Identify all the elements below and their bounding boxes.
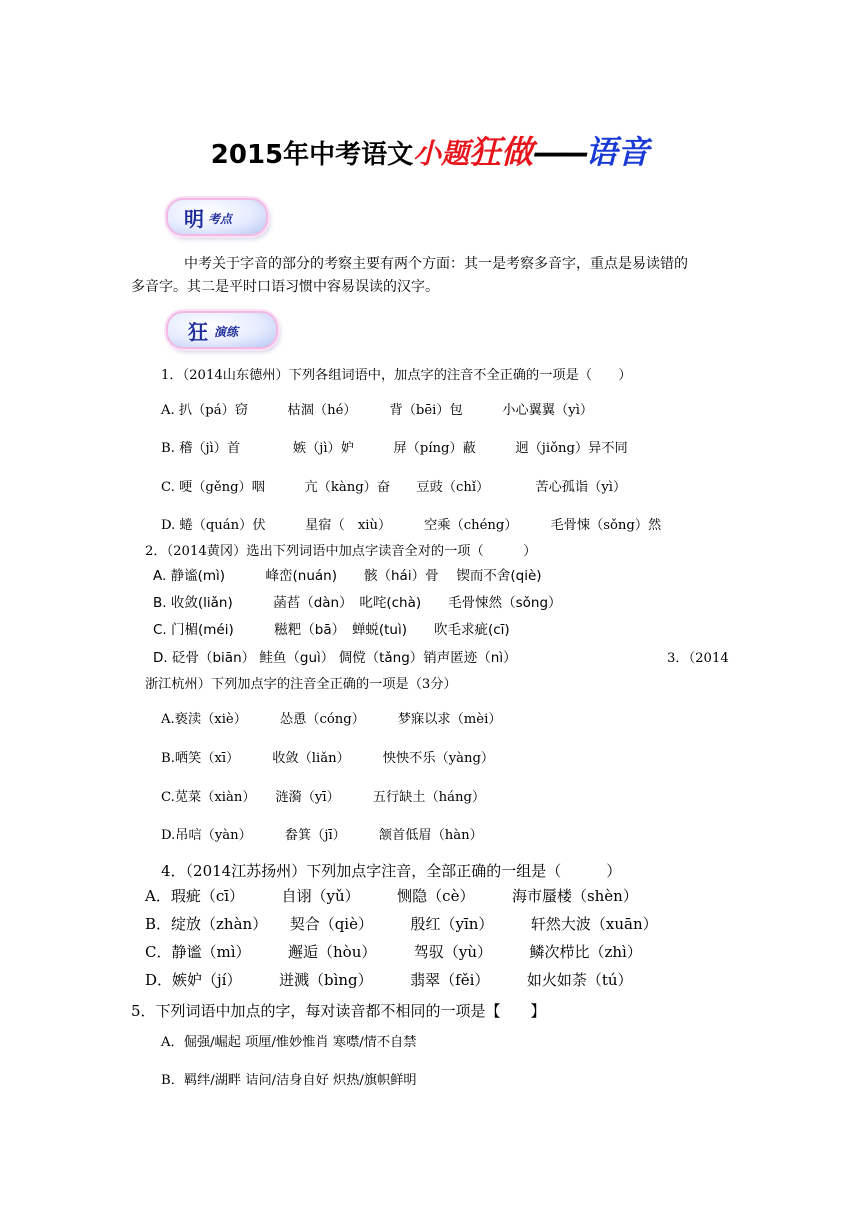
title-yuyin: 语音: [585, 133, 650, 171]
question-5-option-b: B．羁绊/湖畔 诘问/洁身自好 炽热/旗帜鲜明: [161, 1073, 417, 1088]
title-xiaoti: 小题: [413, 137, 470, 170]
question-3-option-d: D.吊唁（yàn） 畚箕（jī） 颔首低眉（hàn）: [161, 828, 483, 843]
question-5-stem: 5．下列词语中加点的字，每对读音都不相同的一项是【 】: [131, 1002, 546, 1020]
title-year-subject: 2015年中考语文: [210, 140, 414, 170]
intro-line-1: 中考关于字音的部分的考察主要有两个方面：其一是考察多音字，重点是易读错的: [184, 256, 688, 272]
question-2-option-b: B. 收敛(liǎn) 菡萏（dàn） 叱咤(chà) 毛骨悚然（sǒng）: [153, 595, 562, 611]
question-1-option-d: D. 蜷（quán）伏 星宿（ xiù） 空乘（chéng） 毛骨悚（sǒng）然: [161, 518, 662, 533]
section-badge-mingkaodian: [166, 198, 268, 236]
question-1-option-a: A. 扒（pá）窃 枯涸（hé） 背（bēi）包 小心翼翼（yì）: [161, 403, 594, 418]
question-4-stem: 4．（2014江苏扬州）下列加点字注音，全部正确的一组是（ ）: [161, 862, 622, 880]
question-2-option-a: A. 静谧(mì) 峰峦(nuán) 骸（hái）骨 锲而不舍(qiè): [153, 568, 542, 584]
question-3-option-c: C.苋菜（xiàn） 涟漪（yī） 五行缺土（háng）: [161, 790, 486, 805]
question-2-option-d: D. 砭骨（biān） 鲑鱼（guì） 倜傥（tǎng）销声匿迹（nì）: [153, 650, 517, 666]
badge-big-char: 狂: [188, 320, 208, 344]
question-3-option-b: B.哂笑（xī） 收敛（liǎn） 怏怏不乐（yàng）: [161, 751, 495, 766]
page-title: [0, 130, 860, 180]
question-4-option-b: B．绽放（zhàn） 契合（qiè） 殷红（yīn） 轩然大波（xuān）: [145, 915, 658, 933]
title-kuangzuo: 狂做: [469, 133, 534, 171]
intro-line-2: 多音字。其二是平时口语习惯中容易误读的汉字。: [131, 279, 439, 295]
badge-small-text: 演练: [214, 325, 239, 339]
question-4-option-d: D．嫉妒（jí） 迸溅（bìng） 翡翠（fěi） 如火如荼（tú）: [145, 971, 633, 989]
question-3-option-a: A.亵渎（xiè） 怂恿（cóng） 梦寐以求（mèi）: [161, 712, 502, 727]
badge-big-char: 明: [184, 207, 204, 231]
question-3-number: 3．（2014: [667, 651, 729, 666]
question-5-option-a: A．倔强/崛起 项厘/惟妙惟肖 寒噤/情不自禁: [161, 1035, 417, 1050]
badge-small-text: 考点: [208, 212, 233, 226]
question-1-option-b: B. 稽（jì）首 嫉（jì）妒 屏（píng）蔽 迥（jiǒng）异不同: [161, 441, 628, 456]
question-4-option-c: C．静谧（mì） 邂逅（hòu） 驾驭（yù） 鳞次栉比（zhì）: [145, 943, 642, 961]
question-1-stem: 1．（2014山东德州）下列各组词语中，加点字的注音不全正确的一项是（ ）: [161, 368, 632, 383]
section-badge-kuangyanlian: [166, 311, 278, 349]
question-2-stem: 2．（2014黄冈）选出下列词语中加点字读音全对的一项（ ）: [145, 544, 537, 559]
question-4-option-a: A．瑕疵（cī） 自诩（yǔ） 恻隐（cè） 海市蜃楼（shèn）: [145, 887, 638, 905]
question-2-option-c: C. 门楣(méi) 糍粑（bā） 蝉蜕(tuì) 吹毛求疵(cī): [153, 622, 510, 638]
question-3-stem: 浙江杭州）下列加点字的注音全正确的一项是（3分）: [145, 677, 457, 692]
title-dash: ——: [533, 136, 586, 171]
question-1-option-c: C. 哽（gěng）咽 亢（kàng）奋 豆豉（chǐ） 苦心孤诣（yì）: [161, 480, 627, 495]
